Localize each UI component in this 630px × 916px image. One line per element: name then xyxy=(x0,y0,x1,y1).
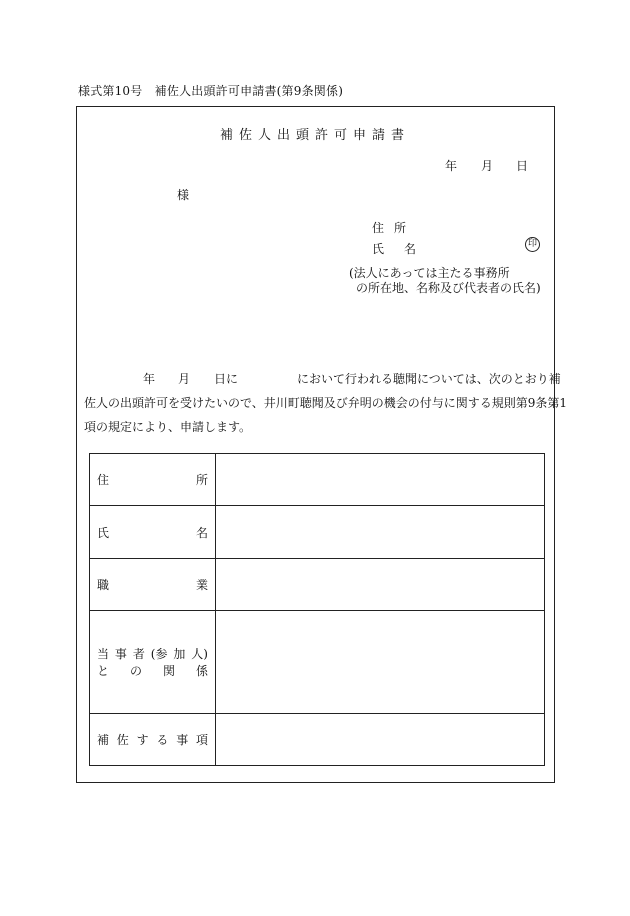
applicant-name-label: 氏名 xyxy=(372,242,437,256)
row-label-occupation: 職 業 xyxy=(90,558,216,610)
row-label-address: 住 所 xyxy=(90,454,216,506)
assistance-matters-value-cell[interactable] xyxy=(216,713,545,766)
document-title: 補佐人出頭許可申請書 xyxy=(219,128,410,143)
body-day: 日に xyxy=(214,372,239,386)
date-year-label: 年 xyxy=(445,159,458,173)
table-row xyxy=(90,611,545,713)
row-label-assistance-matters: 補 佐 す る 事 項 xyxy=(90,713,216,766)
seal-mark: 印 xyxy=(525,237,540,252)
body-year: 年 xyxy=(143,372,156,386)
date-month-label: 月 xyxy=(481,159,494,173)
row-label-name: 氏 名 xyxy=(90,506,216,558)
body-month: 月 xyxy=(178,372,191,386)
relationship-value-cell[interactable] xyxy=(216,611,545,713)
body-line1-rest: において行われる聴聞については、次のとおり補 xyxy=(297,372,561,386)
table-row xyxy=(90,713,545,766)
applicant-address-label: 住所 xyxy=(372,221,417,235)
applicant-info-table xyxy=(89,453,545,766)
recipient-honorific: 様 xyxy=(177,188,190,202)
table-row xyxy=(90,506,545,558)
row-label-relationship: 当 事 者 (参 加 人) と の 関 係 xyxy=(90,611,216,713)
date-day-label: 日 xyxy=(516,159,529,173)
body-line3: 項の規定により、申請します。 xyxy=(84,420,252,434)
form-number-label: 様式第10号 補佐人出頭許可申請書(第9条関係) xyxy=(78,84,344,98)
corporate-note-line1: (法人にあっては主たる事務所 xyxy=(349,266,510,280)
corporate-note-line2: の所在地、名称及び代表者の氏名) xyxy=(356,281,541,295)
address-value-cell[interactable] xyxy=(216,454,545,506)
table-row xyxy=(90,558,545,610)
name-value-cell[interactable] xyxy=(216,506,545,558)
table-row xyxy=(90,454,545,506)
occupation-value-cell[interactable] xyxy=(216,558,545,610)
body-line2: 佐人の出頭許可を受けたいので、井川町聴聞及び弁明の機会の付与に関する規則第9条第1 xyxy=(84,396,568,410)
